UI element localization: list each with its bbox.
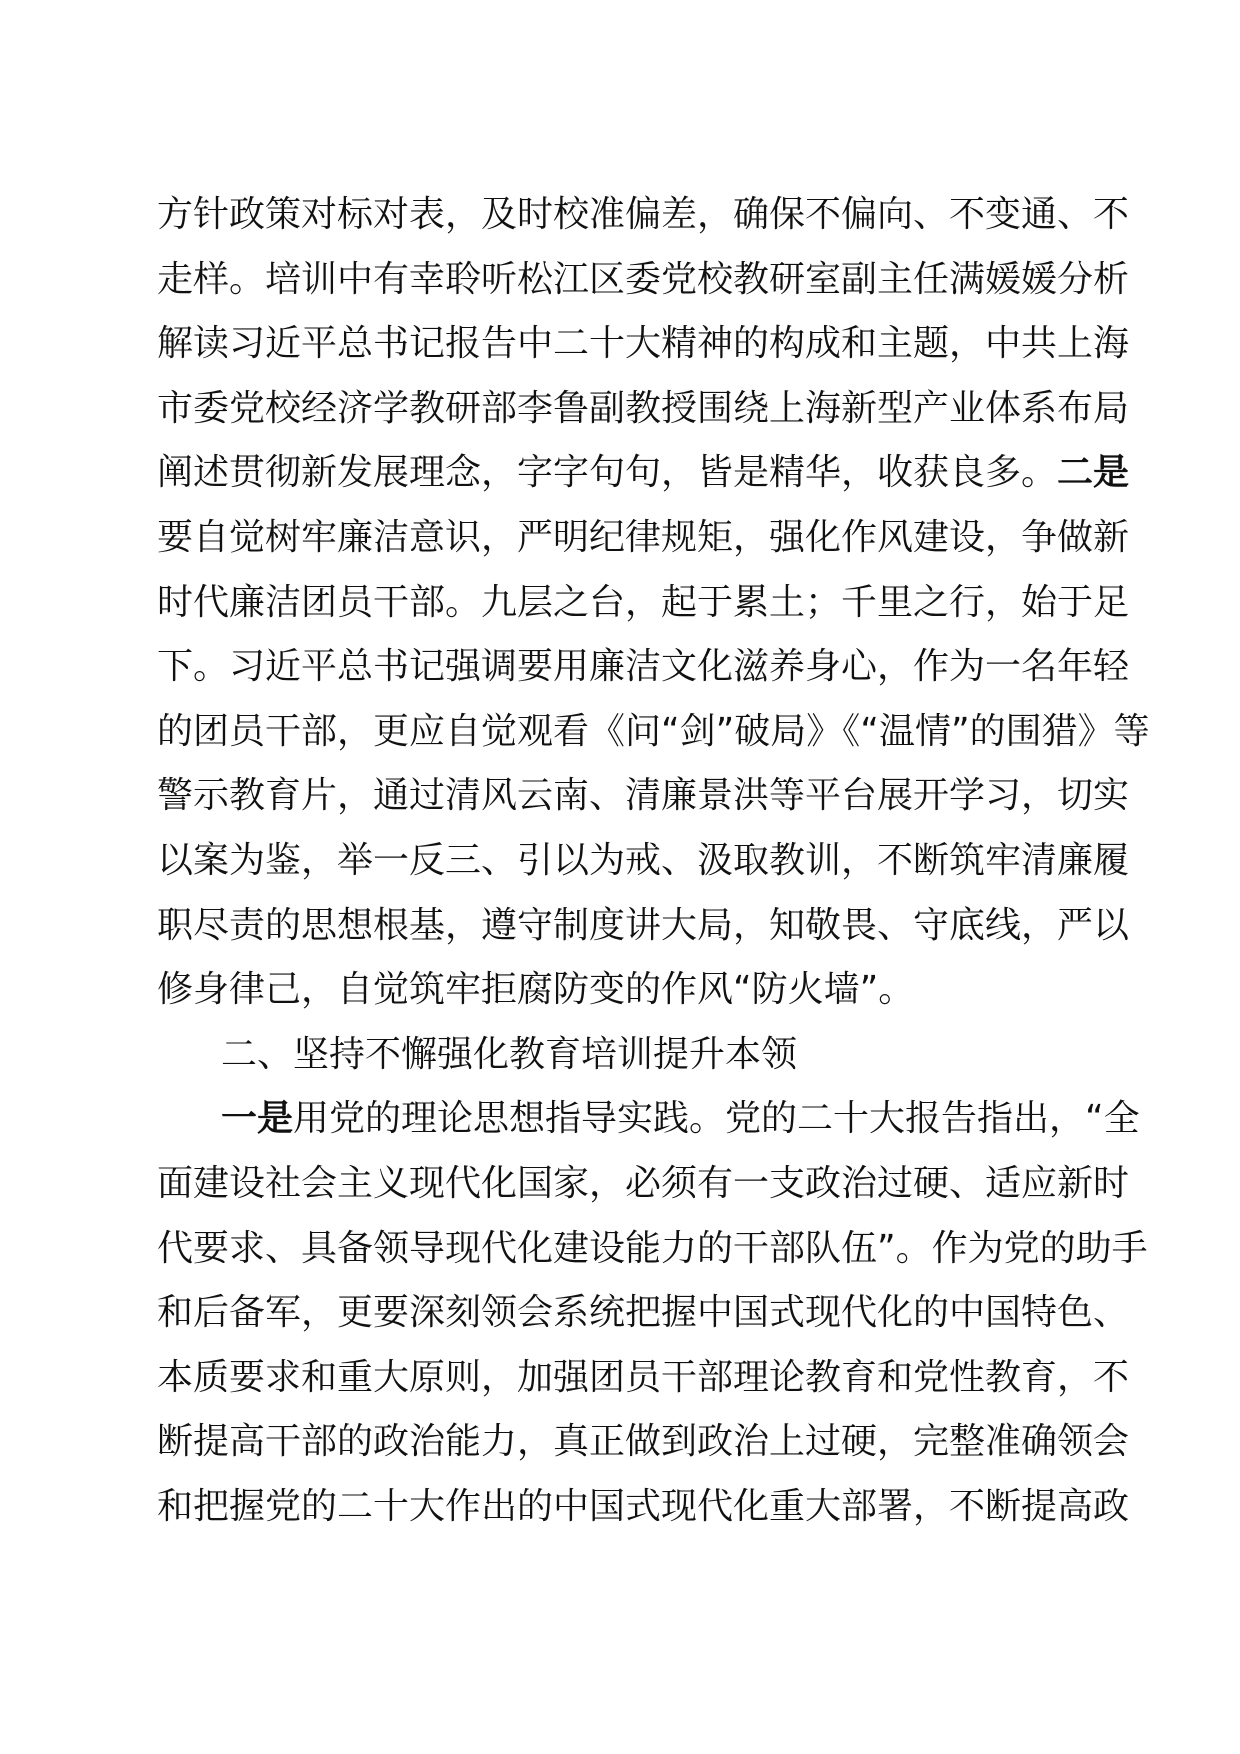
text-line: 要自觉树牢廉洁意识，严明纪律规矩，强化作风建设，争做新 [157, 516, 1130, 558]
text-line: 方针政策对标对表，及时校准偏差，确保不偏向、不变通、不 [157, 194, 1130, 235]
text-run: 阐述贯彻新发展理念，字字句句，皆是精华，收获良多。 [157, 452, 1058, 494]
text-line: 本质要求和重大原则，加强团员干部理论教育和党性教育，不 [157, 1356, 1130, 1398]
document-body [157, 183, 1150, 1539]
text-line: 时代廉洁团员干部。九层之台，起于累土；千里之行，始于足 [157, 581, 1130, 623]
text-line: 走样。培训中有幸聆听松江区委党校教研室副主任满媛媛分析 [157, 258, 1130, 300]
text-line: 解读习近平总书记报告中二十大精神的构成和主题，中共上海 [157, 323, 1130, 365]
text-line: 警示教育片，通过清风云南、清廉景洪等平台展开学习，切实 [157, 775, 1130, 817]
text-line: 断提高干部的政治能力，真正做到政治上过硬，完整准确领会 [157, 1421, 1130, 1463]
section-heading: 二、坚持不懈强化教育培训提升本领 [221, 1033, 798, 1075]
text-line: 职尽责的思想根基，遵守制度讲大局，知敬畏、守底线，严以 [157, 904, 1130, 946]
text-line: 市委党校经济学教研部李鲁副教授围绕上海新型产业体系布局 [157, 387, 1130, 429]
text-line: 和把握党的二十大作出的中国式现代化重大部署，不断提高政 [157, 1485, 1130, 1527]
emphasis-marker: 二是 [1057, 452, 1130, 494]
text-line: 下。习近平总书记强调要用廉洁文化滋养身心，作为一名年轻 [157, 646, 1130, 688]
text-line: 代要求、具备领导现代化建设能力的干部队伍”。作为党的助手 [157, 1227, 1148, 1269]
paragraph-discipline [157, 183, 1150, 1023]
text-line: 修身律己，自觉筑牢拒腐防变的作风“防火墙”。 [157, 969, 915, 1011]
text-run: 用党的理论思想指导实践。党的二十大报告指出，“全 [293, 1098, 1140, 1140]
text-line [157, 441, 1130, 506]
emphasis-marker: 一是 [221, 1098, 294, 1140]
text-line: 以案为鉴，举一反三、引以为戒、汲取教训，不断筑牢清廉履 [157, 839, 1130, 881]
paragraph-theory [157, 1087, 1148, 1539]
text-line: 和后备军，更要深刻领会系统把握中国式现代化的中国特色、 [157, 1292, 1130, 1334]
text-line [157, 1087, 1140, 1152]
text-line: 面建设社会主义现代化国家，必须有一支政治过硬、适应新时 [157, 1162, 1130, 1204]
text-line: 的团员干部，更应自觉观看《问“剑”破局》《“温情”的围猎》等 [157, 710, 1150, 752]
